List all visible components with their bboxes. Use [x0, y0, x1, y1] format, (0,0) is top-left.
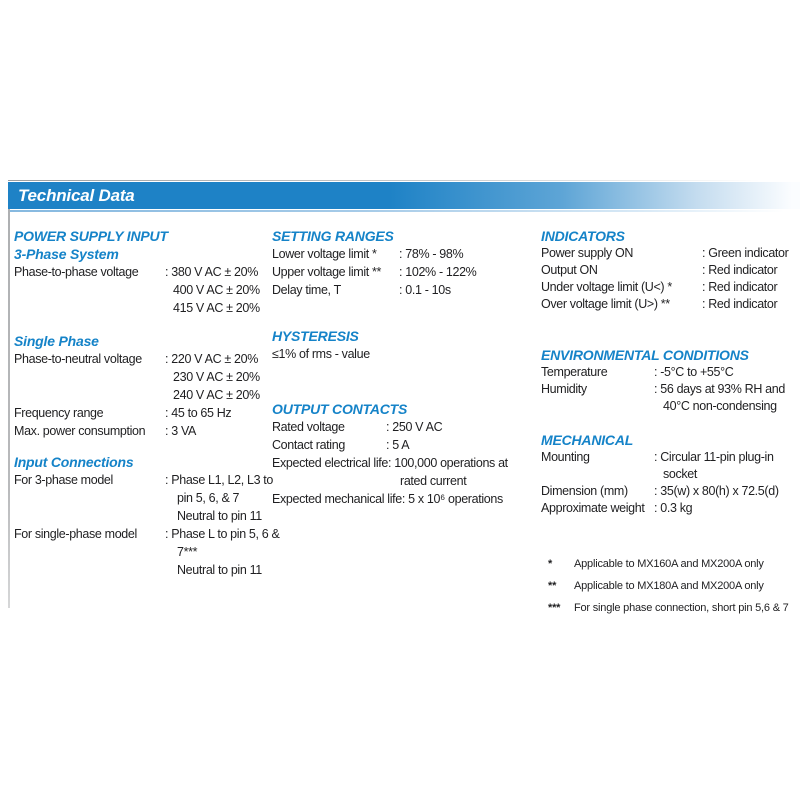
spec-label: Upper voltage limit **	[272, 265, 382, 279]
spec-row	[272, 436, 536, 454]
section-heading: OUTPUT CONTACTS	[272, 401, 408, 417]
spec-value: : 56 days at 93% RH and	[654, 382, 785, 396]
spec-label: Contact rating	[272, 438, 345, 452]
spec-continuation: socket	[663, 467, 698, 481]
page-title: Technical Data	[18, 186, 135, 205]
spec-continuation: 415 V AC ± 20%	[173, 301, 260, 315]
spec-value: : 250 V AC	[386, 420, 443, 434]
section-heading: HYSTERESIS	[272, 328, 359, 344]
left-border-rule	[8, 209, 10, 608]
spec-label: Humidity	[541, 382, 587, 396]
hysteresis-text: ≤1% of rms - value	[272, 347, 370, 361]
spec-row	[541, 449, 797, 466]
section-single-phase	[14, 332, 266, 440]
spec-row	[541, 279, 797, 296]
spec-row	[14, 471, 274, 489]
spec-value: : 78% - 98%	[399, 247, 464, 261]
section-mechanical	[541, 431, 797, 517]
spec-continuation: 40°C non-condensing	[663, 399, 777, 413]
spec-row	[14, 350, 266, 368]
spec-value: : 0.1 - 10s	[399, 283, 451, 297]
footnote-marker: **	[548, 580, 557, 592]
spec-value: : 220 V AC ± 20%	[165, 352, 258, 366]
spec-label: Dimension (mm)	[541, 484, 628, 498]
spec-label: Rated voltage	[272, 420, 345, 434]
spec-continuation: rated current	[400, 474, 467, 488]
spec-label: Over voltage limit (U>) **	[541, 297, 670, 311]
spec-row	[14, 422, 266, 440]
spec-value: : 100,000 operations at	[387, 456, 508, 470]
spec-row	[541, 500, 797, 517]
section-hysteresis	[272, 327, 536, 363]
spec-value: : 45 to 65 Hz	[165, 406, 232, 420]
section-setting-ranges	[272, 227, 536, 299]
spec-row	[541, 262, 797, 279]
spec-row	[272, 263, 536, 281]
spec-row	[272, 490, 536, 508]
spec-label: For single-phase model	[14, 527, 137, 541]
spec-label: Output ON	[541, 263, 598, 277]
spec-value: : 102% - 122%	[399, 265, 477, 279]
footnotes	[541, 553, 797, 619]
footnote	[541, 597, 797, 619]
spec-value: : Phase L to pin 5, 6 &	[165, 527, 280, 541]
section-indicators	[541, 227, 797, 313]
footnote-text: Applicable to MX160A and MX200A only	[574, 558, 764, 570]
section-heading: INDICATORS	[541, 228, 625, 244]
spec-value: : 0.3 kg	[654, 501, 693, 515]
spec-row	[272, 281, 536, 299]
spec-continuation: 230 V AC ± 20%	[173, 370, 260, 384]
spec-value: : Red indicator	[702, 297, 778, 311]
spec-value: : 35(w) x 80(h) x 72.5(d)	[654, 484, 779, 498]
spec-row	[541, 245, 797, 262]
spec-value: : 5 x 10⁶ operations	[401, 492, 503, 506]
spec-label: Power supply ON	[541, 246, 634, 260]
spec-continuation: 240 V AC ± 20%	[173, 388, 260, 402]
spec-value: : 3 VA	[165, 424, 197, 438]
spec-label: For 3-phase model	[14, 473, 113, 487]
spec-label: Mounting	[541, 450, 590, 464]
column-ranges-contacts	[272, 227, 536, 508]
spec-value: : 5 A	[386, 438, 410, 452]
footnote-marker: *	[548, 558, 553, 570]
section-output-contacts	[272, 400, 536, 508]
spec-continuation: Neutral to pin 11	[177, 563, 262, 577]
spec-row	[14, 263, 266, 281]
spec-label: Frequency range	[14, 406, 104, 420]
spec-label: Temperature	[541, 365, 608, 379]
spec-label: Expected mechanical life	[272, 492, 402, 506]
spec-label: Under voltage limit (U<) *	[541, 280, 672, 294]
spec-label: Approximate weight	[541, 501, 645, 515]
spec-value: : Circular 11-pin plug-in	[654, 450, 774, 464]
footnote-text: Applicable to MX180A and MX200A only	[574, 580, 764, 592]
spec-label: Expected electrical life	[272, 456, 388, 470]
spec-row	[541, 483, 797, 500]
section-heading: Single Phase	[14, 333, 99, 349]
spec-label: Phase-to-neutral voltage	[14, 352, 142, 366]
spec-label: Lower voltage limit *	[272, 247, 377, 261]
spec-value: : Green indicator	[702, 246, 789, 260]
section-heading: ENVIRONMENTAL CONDITIONS	[541, 347, 749, 363]
spec-continuation: 400 V AC ± 20%	[173, 283, 260, 297]
spec-label: Max. power consumption	[14, 424, 146, 438]
spec-row	[541, 296, 797, 313]
section-heading: Input Connections	[14, 454, 134, 470]
spec-label: Phase-to-phase voltage	[14, 265, 139, 279]
spec-value: : -5°C to +55°C	[654, 365, 734, 379]
spec-value: : Red indicator	[702, 263, 778, 277]
section-power-supply-input	[14, 227, 266, 317]
footnote	[541, 575, 797, 597]
spec-row	[541, 364, 797, 381]
spec-continuation: Neutral to pin 11	[177, 509, 262, 523]
section-heading: SETTING RANGES	[272, 228, 394, 244]
section-heading: POWER SUPPLY INPUT	[14, 228, 168, 244]
spec-row	[14, 404, 266, 422]
footnote	[541, 553, 797, 575]
footnote-text: For single phase connection, short pin 5,6 & 7	[574, 602, 789, 614]
spec-row	[14, 525, 280, 543]
spec-row	[272, 245, 536, 263]
title-bar-underline	[8, 210, 800, 212]
spec-row	[272, 454, 536, 472]
top-divider-rule	[8, 180, 800, 181]
column-indicators-env-mech	[541, 227, 797, 619]
spec-row	[541, 381, 797, 398]
section-input-connections	[14, 453, 280, 579]
section-subheading: 3-Phase System	[14, 246, 119, 262]
section-heading: MECHANICAL	[541, 432, 634, 448]
spec-row	[272, 418, 536, 436]
spec-value: : Phase L1, L2, L3 to	[165, 473, 274, 487]
spec-value: : Red indicator	[702, 280, 778, 294]
spec-value: : 380 V AC ± 20%	[165, 265, 258, 279]
section-title-bar	[8, 182, 800, 209]
column-power-supply	[14, 227, 280, 579]
spec-label: Delay time, T	[272, 283, 341, 297]
section-environmental-conditions	[541, 346, 797, 415]
footnote-marker: ***	[548, 602, 561, 614]
spec-continuation: 7***	[177, 545, 198, 559]
spec-continuation: pin 5, 6, & 7	[177, 491, 240, 505]
